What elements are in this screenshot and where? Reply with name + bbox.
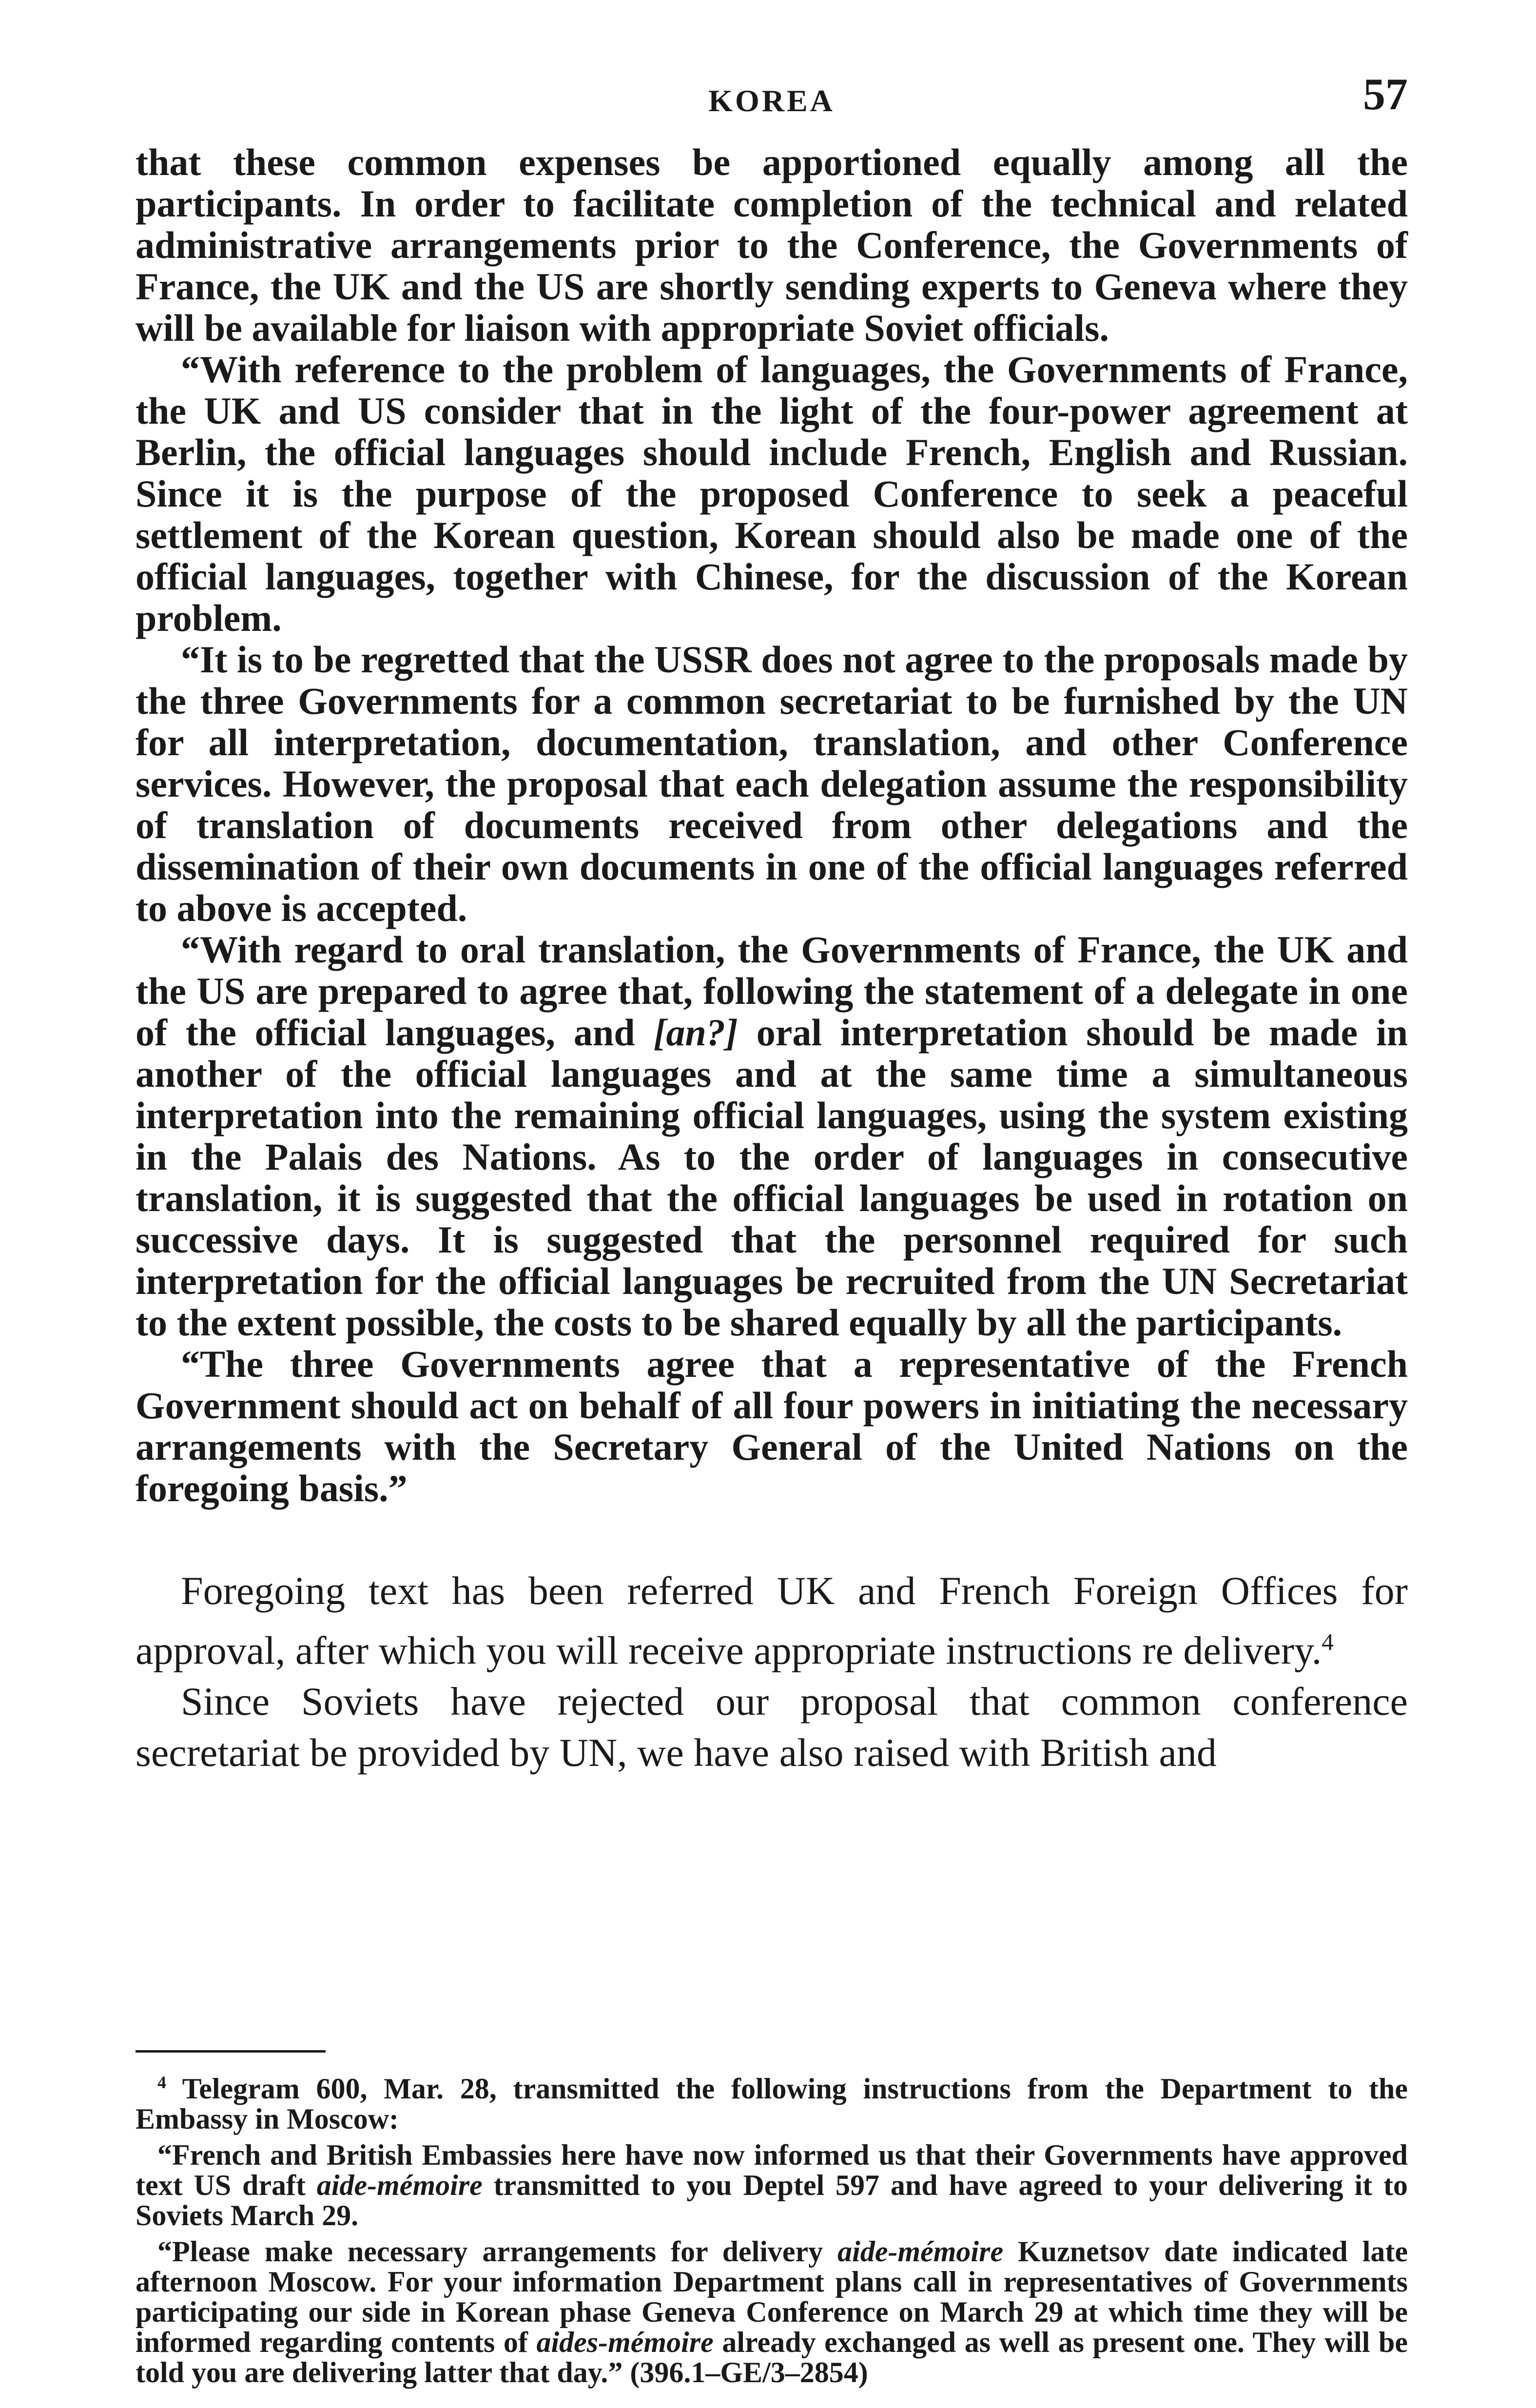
- footnote-1-mark: 4: [157, 2073, 166, 2092]
- editorial-bracket: [an?]: [653, 1011, 738, 1054]
- footnote-2-end: transmitted to you Deptel 597 and have agreed to your delivering it to Soviets March 29.: [136, 2169, 1408, 2232]
- quoted-paragraph-3: “It is to be regretted that the USSR does not agree to the proposals made by the three Governments for a common secretariat to be furnished by the UN for all interpretation, documentation, translation, and other Conference services. However, the proposal that each delegation assume the responsibility of translation of documents received from other delegations and the dissemination of their own documents in one of the official languages referred to above is accepted.: [136, 638, 1408, 929]
- footnote-2-start: “French and British Embassies here have now informed us that their Governments have approved text US draft: [136, 2139, 1408, 2201]
- footnote-3-end: already exchanged as well as present one. They will be told you are delivering latter that day.” (396.1–GE/3–2854): [136, 2326, 1408, 2388]
- footnote-3: [136, 2236, 1408, 2388]
- footnote-3-italic-2: aides-mémoire: [536, 2326, 714, 2358]
- footnote-reference: 4: [1322, 1628, 1334, 1655]
- quoted-aide-memoire-text: [136, 141, 1408, 1509]
- footnote-1: [136, 2067, 1408, 2134]
- quoted-paragraph-4-start: “With regard to oral translation, the Governments of France, the UK and the US are prepared to agree that, following the statement of a delegate in one of the official languages, and: [136, 928, 1408, 1054]
- footnote-divider: [136, 2050, 326, 2053]
- footnote-3-italic-1: aide-mémoire: [837, 2235, 1004, 2268]
- body-text: [136, 141, 1408, 1778]
- footnote-2-italic: aide-mémoire: [316, 2169, 483, 2201]
- cable-paragraph-1-text: Foregoing text has been referred UK and French Foreign Offices for approval, after which you will receive appropriate instructions re delivery.: [136, 1568, 1408, 1673]
- quoted-paragraph-2: “With reference to the problem of languages, the Governments of France, the UK and US consider that in the light of the four-power agreement at Berlin, the official languages should include French, English and Russian. Since it is the purpose of the proposed Conference to seek a peaceful settlement of the Korean question, Korean should also be made one of the official languages, together with Chinese, for the discussion of the Korean problem.: [136, 348, 1408, 639]
- footnotes: [136, 2067, 1408, 2393]
- quoted-paragraph-4-end: oral interpretation should be made in another of the official languages and at the same time a simultaneous interpretation into the remaining official languages, using the system existing in the Palais des Nations. As to the order of languages in consecutive translation, it is suggested that the official languages be used in rotation on successive days. It is suggested that the personnel required for such interpretation for the official languages be recruited from the UN Secretariat to the extent possible, the costs to be shared equally by all the participants.: [136, 1011, 1408, 1344]
- page-number: 57: [1363, 69, 1408, 119]
- page-header: [136, 68, 1408, 122]
- footnote-3-middle: Kuznetsov date indicated late afternoon Moscow. For your information Department plans call in representatives of Governments participating our side in Korean phase Geneva Conference on March 29 at which time they will be informed regarding contents of: [136, 2235, 1408, 2358]
- footnote-1-text: Telegram 600, Mar. 28, transmitted the following instructions from the Department to the Embassy in Moscow:: [136, 2073, 1408, 2135]
- footnote-3-start: “Please make necessary arrangements for delivery: [157, 2235, 838, 2268]
- footnote-2: [136, 2140, 1408, 2231]
- quoted-paragraph-5: “The three Governments agree that a representative of the French Government should act on behalf of all four powers in initiating the necessary arrangements with the Secretary General of the United Nations on the foregoing basis.”: [136, 1343, 1408, 1509]
- cable-paragraph-1: [136, 1565, 1408, 1676]
- cable-paragraph-2: Since Soviets have rejected our proposal that common conference secretariat be provided by UN, we have also raised with British and: [136, 1679, 1408, 1775]
- quoted-paragraph-4: [136, 929, 1408, 1343]
- cable-text: [136, 1565, 1408, 1778]
- running-head: KOREA: [708, 83, 835, 118]
- quoted-paragraph-1: that these common expenses be apportioned equally among all the participants. In order to facilitate completion of the technical and related administrative arrangements prior to the Conference, the Governments of France, the UK and the US are shortly sending experts to Geneva where they will be available for liaison with appropriate Soviet officials.: [136, 141, 1408, 349]
